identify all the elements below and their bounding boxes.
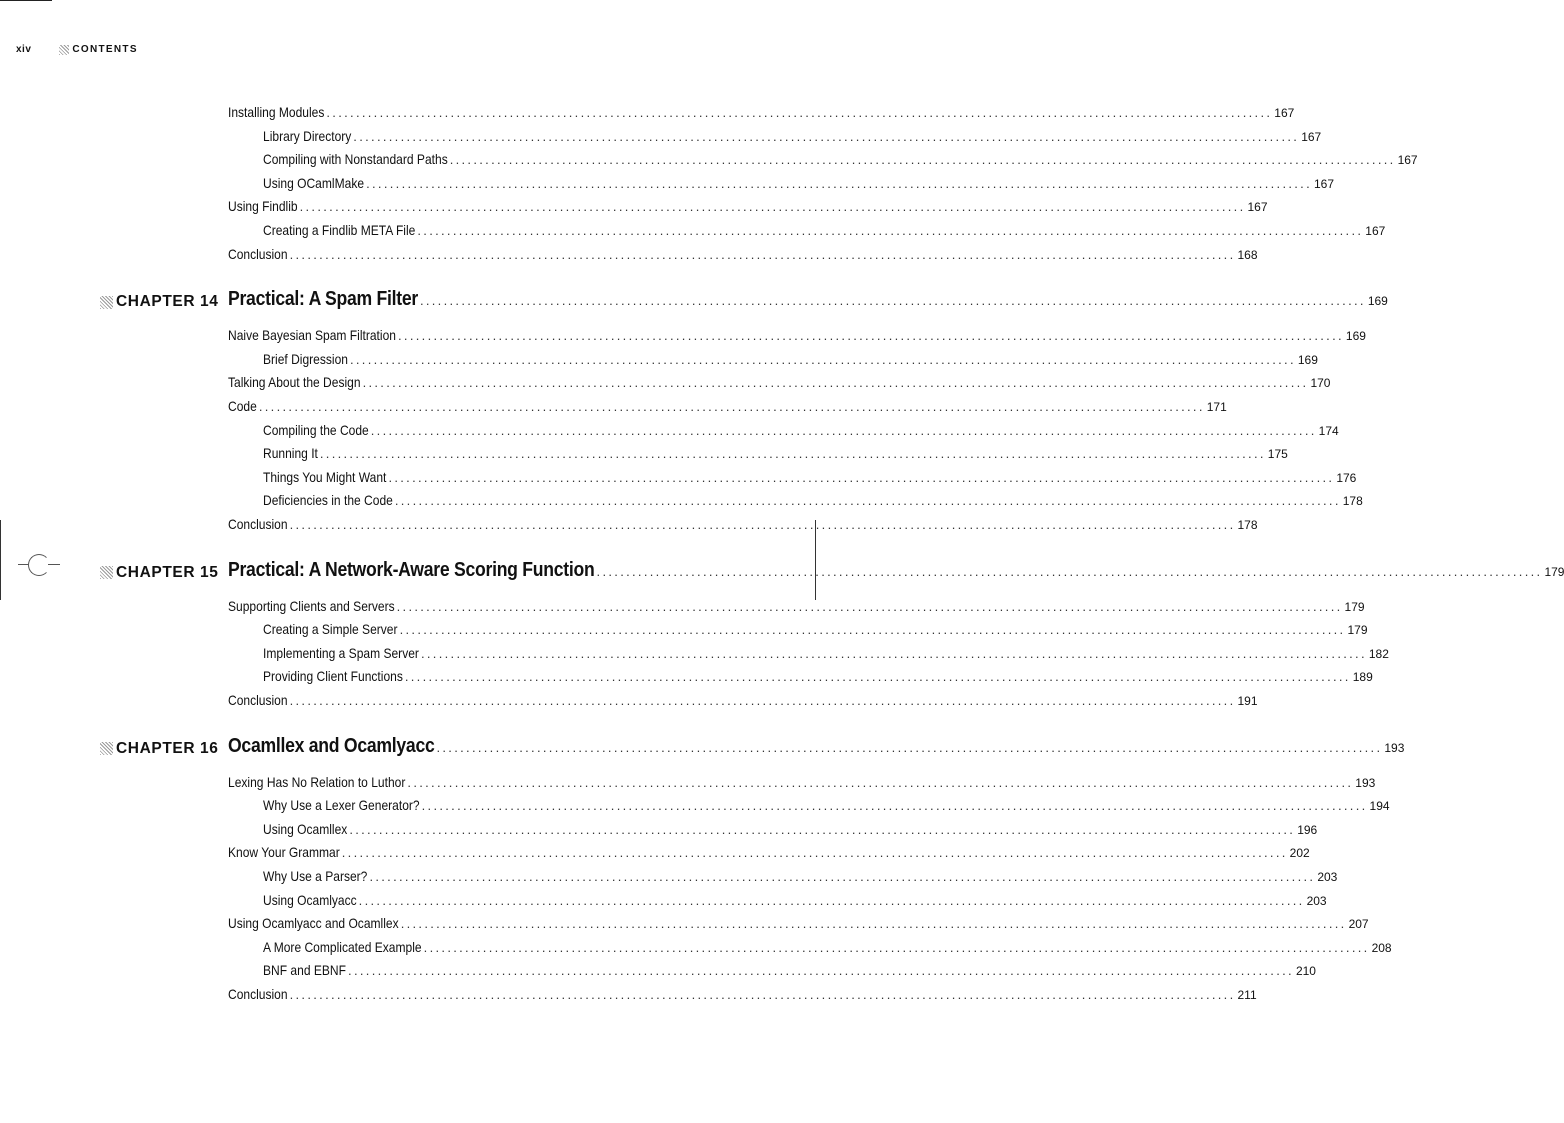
dot-leader: ................................................................................................................................................................: [419, 293, 1366, 309]
entry-title: Installing Modules: [228, 104, 325, 120]
dot-leader: ................................................................................................................................................................: [319, 446, 1266, 462]
toc-entry: [228, 909, 1369, 932]
chapter-title: Practical: A Spam Filter: [228, 288, 418, 311]
entry-page: 168: [1237, 247, 1258, 262]
entry-page: 211: [1237, 988, 1257, 1002]
entry-title: Implementing a Spam Server: [263, 644, 419, 661]
entry-page: 196: [1297, 822, 1318, 837]
entry-title: Compiling the Code: [263, 421, 369, 438]
chapter-heading: [100, 283, 1388, 311]
entry-title: Conclusion: [228, 692, 288, 708]
entry-title: Brief Digression: [263, 350, 348, 367]
entry-title: Compiling with Nonstandard Paths: [263, 151, 448, 168]
toc-subentry: [263, 145, 1418, 168]
toc-subentry: [263, 662, 1373, 685]
dot-leader: ................................................................................................................................................................: [396, 598, 1343, 614]
hatch-bullet-icon: [59, 45, 69, 55]
toc-entry: [228, 368, 1331, 391]
entry-page: 167: [1314, 176, 1335, 191]
chapter-label: [100, 564, 228, 582]
toc-subentry: [263, 886, 1327, 908]
entry-title: Using Ocamlyacc: [263, 891, 357, 908]
entry-title: BNF and EBNF: [263, 962, 346, 979]
dot-leader: ................................................................................................................................................................: [349, 351, 1296, 367]
entry-page: 169: [1297, 352, 1318, 367]
dot-leader: ................................................................................................................................................................: [417, 223, 1364, 238]
entry-page: 179: [1347, 623, 1368, 638]
running-header: [16, 44, 138, 55]
entry-title: A More Complicated Example: [263, 938, 422, 955]
dot-leader: ................................................................................................................................................................: [289, 246, 1236, 262]
entry-page: 170: [1310, 376, 1331, 391]
toc-entry: [228, 686, 1258, 708]
entry-page: 175: [1267, 447, 1288, 462]
dot-leader: ................................................................................................................................................................: [449, 152, 1396, 168]
chapter-page: 193: [1384, 740, 1405, 755]
dot-leader: ................................................................................................................................................................: [404, 669, 1351, 685]
toc-subentry: [263, 216, 1386, 238]
dot-leader: ................................................................................................................................................................: [370, 422, 1317, 438]
dot-leader: ................................................................................................................................................................: [289, 987, 1236, 1002]
toc-subentry: [263, 862, 1338, 884]
dot-leader: ................................................................................................................................................................: [400, 916, 1347, 932]
entry-title: Using OCamlMake: [263, 174, 365, 191]
toc-subentry: [263, 416, 1339, 438]
entry-title: Things You Might Want: [263, 468, 387, 485]
entry-title: Code: [228, 398, 257, 414]
dot-leader: ................................................................................................................................................................: [398, 328, 1344, 344]
chapter-label: [100, 740, 228, 758]
entry-title: Library Directory: [263, 127, 352, 144]
dot-leader: ................................................................................................................................................................: [341, 845, 1288, 861]
chapter-heading: [100, 730, 1405, 758]
entry-page: 178: [1237, 518, 1258, 532]
entry-title: Using Ocamlyacc and Ocamllex: [228, 915, 399, 932]
crop-mark-left: [0, 520, 62, 600]
top-rule: [0, 0, 52, 1]
entry-page: 169: [1345, 329, 1366, 344]
chapter-page: 179: [1544, 564, 1564, 579]
entry-page: 208: [1371, 940, 1392, 955]
hatch-bullet-icon: [100, 566, 113, 579]
dot-leader: ................................................................................................................................................................: [366, 175, 1312, 191]
section-title: CONTENTS: [72, 44, 138, 55]
entry-page: 167: [1274, 106, 1295, 120]
entry-page: 207: [1348, 917, 1369, 932]
entry-page: 191: [1237, 694, 1258, 708]
toc-subentry: [263, 815, 1318, 837]
entry-page: 174: [1318, 423, 1339, 438]
dot-leader: ................................................................................................................................................................: [394, 493, 1341, 509]
entry-page: 171: [1206, 400, 1227, 414]
toc-subentry: [263, 639, 1389, 661]
chapter-heading: [100, 554, 1564, 582]
chapter-label: [100, 293, 228, 311]
entry-page: 178: [1342, 494, 1363, 509]
dot-leader: ................................................................................................................................................................: [349, 821, 1296, 837]
dot-leader: ................................................................................................................................................................: [369, 869, 1316, 884]
dot-leader: ................................................................................................................................................................: [421, 798, 1368, 814]
toc-entry: [228, 592, 1365, 614]
entry-page: 176: [1336, 470, 1357, 485]
page-number: xiv: [16, 44, 32, 55]
toc-subentry: [263, 463, 1357, 485]
entry-page: 203: [1306, 893, 1327, 908]
chapter-title: Practical: A Network-Aware Scoring Function: [228, 558, 595, 581]
dot-leader: ................................................................................................................................................................: [289, 693, 1236, 708]
dot-leader: ................................................................................................................................................................: [596, 563, 1543, 579]
entry-page: 167: [1365, 224, 1386, 238]
entry-page: 194: [1369, 799, 1390, 814]
entry-title: Know Your Grammar: [228, 844, 340, 861]
entry-page: 182: [1368, 646, 1389, 661]
toc-entry: [228, 392, 1227, 414]
toc-entry: [228, 321, 1366, 344]
toc-subentry: [263, 169, 1335, 191]
toc-subentry: [263, 615, 1368, 638]
dot-leader: ................................................................................................................................................................: [436, 739, 1383, 755]
chapter-title: Ocamllex and Ocamlyacc: [228, 734, 435, 757]
dot-leader: ................................................................................................................................................................: [258, 399, 1205, 414]
toc-subentry: [263, 345, 1318, 367]
entry-page: 167: [1247, 200, 1268, 215]
dot-leader: ................................................................................................................................................................: [353, 128, 1300, 144]
toc-subentry: [263, 486, 1363, 509]
toc-entry: [228, 240, 1258, 262]
toc-entry: [228, 838, 1310, 861]
dot-leader: ................................................................................................................................................................: [399, 622, 1346, 638]
entry-page: 210: [1295, 964, 1316, 979]
entry-page: 189: [1352, 670, 1373, 685]
toc-subentry: [263, 956, 1316, 979]
registration-mark-icon: [28, 554, 50, 576]
entry-title: Creating a Simple Server: [263, 621, 398, 638]
toc-subentry: [263, 439, 1288, 462]
dot-leader: ................................................................................................................................................................: [326, 105, 1273, 120]
toc-entry: [228, 98, 1295, 120]
dot-leader: ................................................................................................................................................................: [388, 469, 1335, 485]
entry-title: Conclusion: [228, 245, 288, 262]
entry-title: Using Ocamllex: [263, 820, 348, 837]
entry-title: Why Use a Lexer Generator?: [263, 797, 420, 814]
entry-title: Naive Bayesian Spam Filtration: [228, 327, 396, 344]
entry-page: 167: [1301, 129, 1322, 144]
entry-title: Using Findlib: [228, 198, 298, 215]
entry-title: Creating a Findlib META File: [263, 222, 416, 238]
toc-entry: [228, 510, 1258, 532]
dot-leader: ................................................................................................................................................................: [289, 517, 1236, 532]
toc-entry: [228, 768, 1376, 790]
dot-leader: ................................................................................................................................................................: [358, 892, 1305, 908]
dot-leader: ................................................................................................................................................................: [423, 939, 1370, 955]
dot-leader: ................................................................................................................................................................: [362, 375, 1309, 391]
toc-subentry: [263, 933, 1392, 955]
toc-entry: [228, 192, 1268, 215]
entry-title: Lexing Has No Relation to Luthor: [228, 773, 406, 790]
toc-subentry: [263, 791, 1390, 814]
entry-page: 203: [1317, 870, 1338, 884]
entry-title: Conclusion: [228, 516, 288, 532]
entry-title: Providing Client Functions: [263, 668, 403, 685]
dot-leader: ................................................................................................................................................................: [420, 645, 1367, 661]
entry-title: Why Use a Parser?: [263, 868, 368, 884]
chapter-number: CHAPTER 14: [116, 293, 219, 311]
dot-leader: ................................................................................................................................................................: [299, 199, 1246, 215]
entry-page: 167: [1397, 153, 1418, 168]
crop-mark-right: [815, 520, 816, 600]
entry-title: Supporting Clients and Servers: [228, 597, 395, 614]
toc-subentry: [263, 122, 1322, 144]
entry-page: 202: [1289, 846, 1310, 861]
entry-page: 179: [1344, 599, 1365, 614]
hatch-bullet-icon: [100, 742, 113, 755]
chapter-number: CHAPTER 15: [116, 563, 219, 581]
chapter-number: CHAPTER 16: [116, 739, 219, 757]
toc-entry: [228, 980, 1257, 1002]
entry-title: Deficiencies in the Code: [263, 492, 393, 509]
entry-page: 193: [1355, 775, 1376, 790]
dot-leader: ................................................................................................................................................................: [407, 774, 1354, 790]
chapter-page: 169: [1367, 294, 1388, 309]
entry-title: Conclusion: [228, 986, 288, 1002]
hatch-bullet-icon: [100, 296, 113, 309]
entry-title: Talking About the Design: [228, 374, 361, 391]
entry-title: Running It: [263, 445, 318, 462]
dot-leader: ................................................................................................................................................................: [348, 963, 1294, 979]
